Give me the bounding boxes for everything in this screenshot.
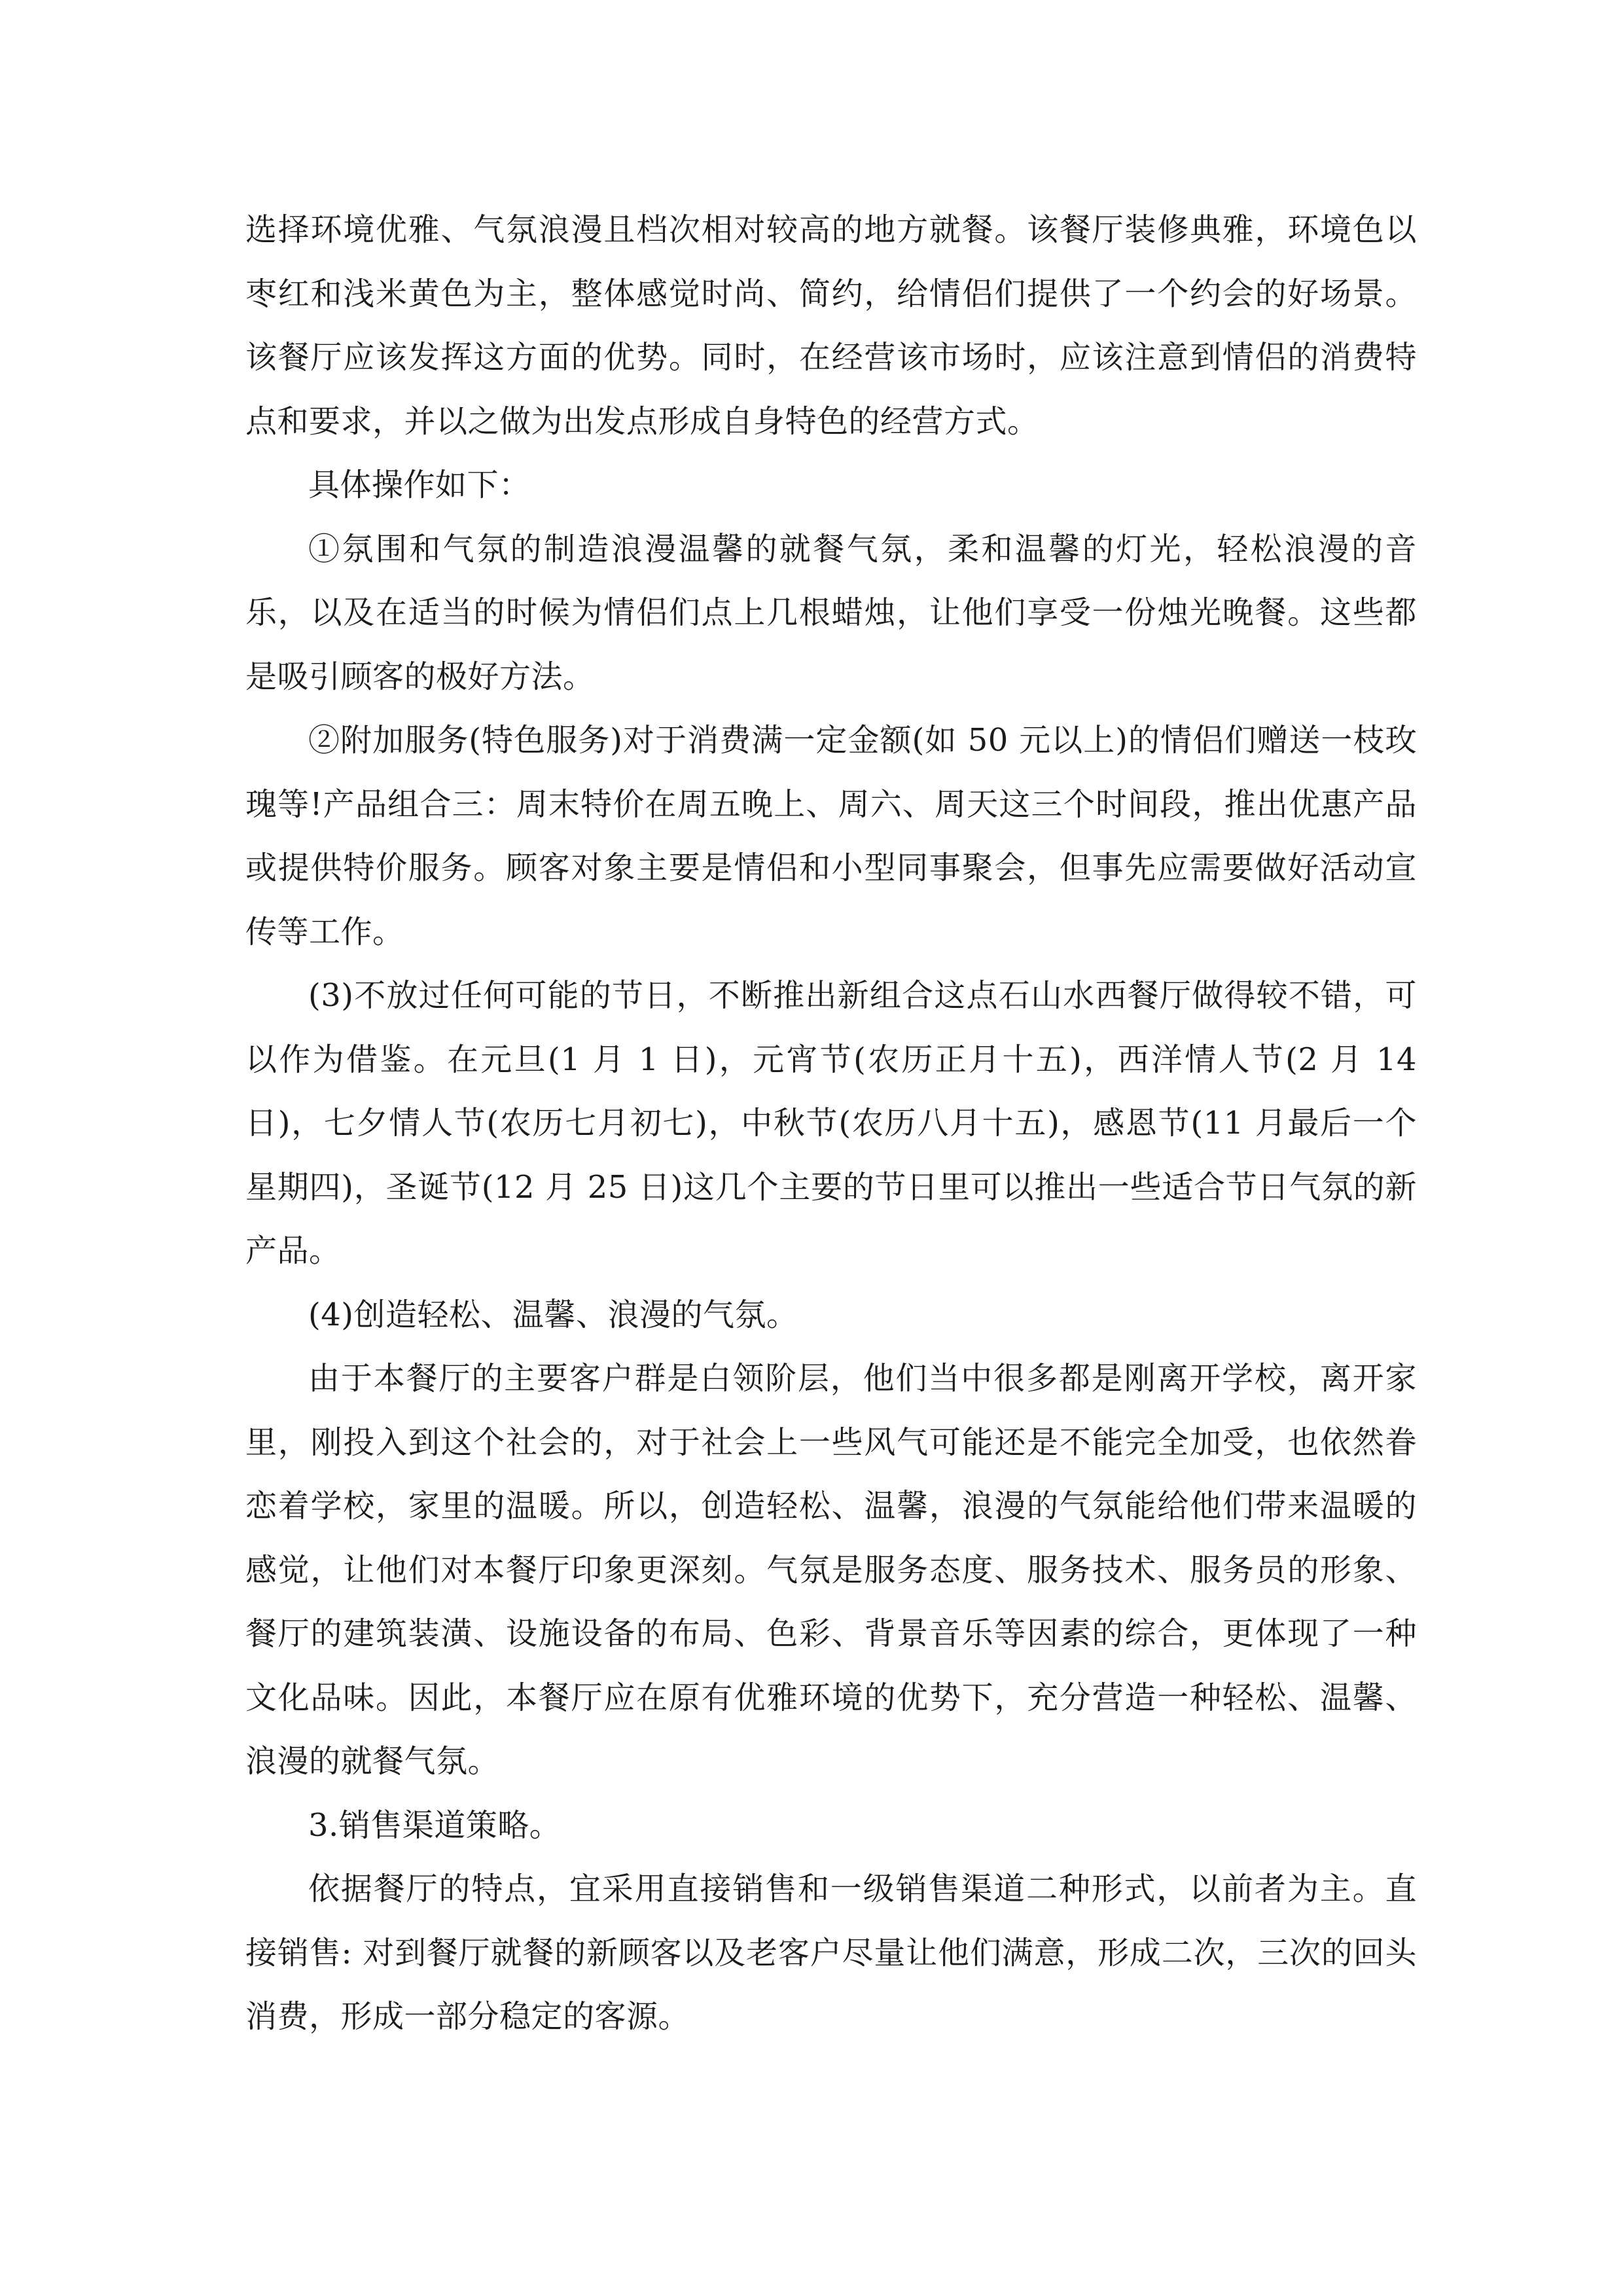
paragraph-8: 3.销售渠道策略。 (308, 1806, 562, 1844)
paragraph-4: ②附加服务(特色服务)对于消费满一定金额(如 50 元以上)的情侣们赠送一枝玫瑰等!产品组合三：周末特价在周五晚上、周六、周天这三个时间段，推出优惠产品或提供特价服务。顾客对象主要是情侣和小型同事聚会，但事先应需要做好活动宣传等工作。 (245, 722, 1417, 950)
paragraph-1: 选择环境优雅、气氛浪漫且档次相对较高的地方就餐。该餐厅装修典雅，环境色以枣红和浅米黄色为主，整体感觉时尚、简约，给情侣们提供了一个约会的好场景。该餐厅应该发挥这方面的优势。同时，在经营该市场时，应该注意到情侣的消费特点和要求，并以之做为出发点形成自身特色的经营方式。 (245, 211, 1417, 440)
document-page (245, 198, 1417, 2049)
paragraph-6: (4)创造轻松、温馨、浪漫的气氛。 (308, 1296, 798, 1333)
paragraph-3: ①氛围和气氛的制造浪漫温馨的就餐气氛，柔和温馨的灯光，轻松浪漫的音乐，以及在适当的时候为情侣们点上几根蜡烛，让他们享受一份烛光晚餐。这些都是吸引顾客的极好方法。 (245, 530, 1417, 695)
paragraph-2: 具体操作如下： (308, 467, 531, 503)
paragraph-5: (3)不放过任何可能的节日，不断推出新组合这点石山水西餐厅做得较不错，可以作为借鉴。在元旦(1 月 1 日)，元宵节(农历正月十五)，西洋情人节(2 月 14 日)，七夕情人节(农历七月初七)，中秋节(农历八月十五)，感恩节(11 月最后一个星期四)，圣诞节(12 月 25 日)这几个主要的节日里可以推出一些适合节日气氛的新产品。 (245, 977, 1417, 1269)
paragraph-9: 依据餐厅的特点，宜采用直接销售和一级销售渠道二种形式，以前者为主。直接销售: 对到餐厅就餐的新顾客以及老客户尽量让他们满意，形成二次，三次的回头消费，形成一部分稳定的客源。 (245, 1871, 1417, 2035)
paragraph-7: 由于本餐厅的主要客户群是白领阶层，他们当中很多都是刚离开学校，离开家里，刚投入到这个社会的，对于社会上一些风气可能还是不能完全加受，也依然眷恋着学校，家里的温暖。所以，创造轻松、温馨，浪漫的气氛能给他们带来温暖的感觉，让他们对本餐厅印象更深刻。气氛是服务态度、服务技术、服务员的形象、餐厅的建筑装潢、设施设备的布局、色彩、背景音乐等因素的综合，更体现了一种文化品味。因此，本餐厅应在原有优雅环境的优势下，充分营造一种轻松、温馨、浪漫的就餐气氛。 (245, 1360, 1417, 1780)
